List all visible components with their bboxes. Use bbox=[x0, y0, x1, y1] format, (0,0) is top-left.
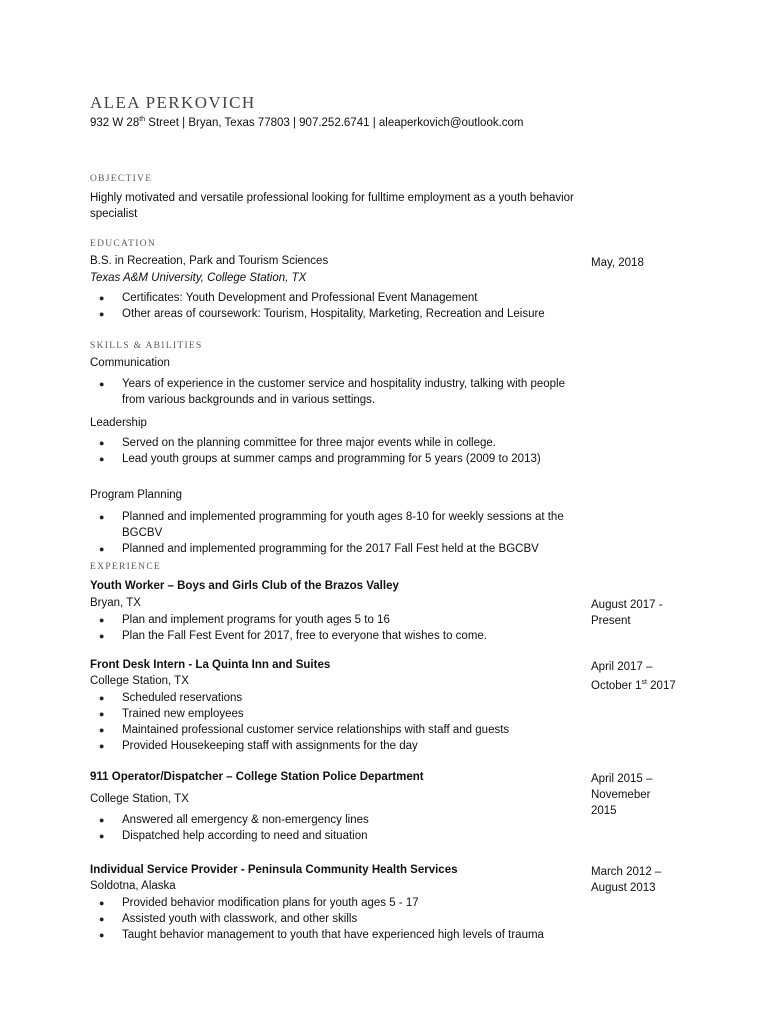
bullet-icon: ● bbox=[99, 725, 105, 735]
list-item: ● Lead youth groups at summer camps and programming for 5 years (2009 to 2013) bbox=[99, 453, 541, 465]
job-location: College Station, TX bbox=[90, 675, 189, 687]
list-item: ● Planned and implemented programming for the 2017 Fall Fest held at the BGCBV bbox=[99, 543, 539, 555]
list-item: ● Plan the Fall Fest Event for 2017, free to everyone that wishes to come. bbox=[99, 630, 487, 642]
bullet-icon: ● bbox=[99, 379, 105, 389]
degree: B.S. in Recreation, Park and Tourism Sciences bbox=[90, 255, 329, 267]
communication-bullets bbox=[90, 376, 582, 408]
bullet-icon: ● bbox=[99, 709, 105, 719]
bullet-icon: ● bbox=[99, 454, 105, 464]
list-item: ● Assisted youth with classwork, and other skills bbox=[99, 913, 358, 925]
program-planning-bullets bbox=[90, 509, 582, 557]
list-item: ● Taught behavior management to youth that have experienced high levels of trauma bbox=[99, 929, 544, 941]
list-item: ● Answered all emergency & non-emergency lines bbox=[99, 814, 369, 826]
bullet-icon: ● bbox=[99, 831, 105, 841]
leadership-bullets bbox=[90, 435, 582, 467]
job-location: Bryan, TX bbox=[90, 597, 141, 609]
bullet-icon: ● bbox=[99, 631, 105, 641]
job-bullets bbox=[90, 612, 582, 644]
list-item: ● Other areas of coursework: Tourism, Hospitality, Marketing, Recreation and Leisure bbox=[99, 308, 545, 320]
job-bullets bbox=[90, 895, 582, 943]
address-number: 932 W 28 bbox=[90, 116, 140, 129]
list-item: ● Plan and implement programs for youth ages 5 to 16 bbox=[99, 614, 390, 626]
job-location: College Station, TX bbox=[90, 793, 189, 805]
school: Texas A&M University, College Station, TX bbox=[90, 272, 307, 284]
job-date: April 2017 – October 1st 2017 bbox=[591, 661, 676, 692]
job-title: Front Desk Intern - La Quinta Inn and Suites bbox=[90, 659, 331, 671]
skills-heading: SKILLS & ABILITIES bbox=[90, 341, 203, 351]
bullet-icon: ● bbox=[99, 741, 105, 751]
education-bullets bbox=[90, 290, 582, 322]
job-date: April 2015 – Novemeber 2015 bbox=[591, 773, 653, 817]
job-bullets bbox=[90, 812, 582, 844]
education-heading: EDUCATION bbox=[90, 239, 157, 249]
list-item: ● Provided Housekeeping staff with assignments for the day bbox=[99, 740, 418, 752]
bullet-icon: ● bbox=[99, 815, 105, 825]
skill-title-program-planning: Program Planning bbox=[90, 489, 183, 501]
job-title: Youth Worker – Boys and Girls Club of the Brazos Valley bbox=[90, 580, 399, 592]
contact-details: Street | Bryan, Texas 77803 | 907.252.6741 | aleaperkovich@outlook.com bbox=[145, 116, 524, 129]
job-date: August 2017 - Present bbox=[591, 599, 663, 627]
bullet-icon: ● bbox=[99, 615, 105, 625]
bullet-icon: ● bbox=[99, 930, 105, 940]
bullet-icon: ● bbox=[99, 309, 105, 319]
list-item: ● Served on the planning committee for three major events while in college. bbox=[99, 437, 496, 449]
contact-line bbox=[90, 116, 524, 129]
job-title: 911 Operator/Dispatcher – College Station Police Department bbox=[90, 771, 424, 783]
education-date: May, 2018 bbox=[591, 257, 644, 269]
bullet-icon: ● bbox=[99, 914, 105, 924]
bullet-icon: ● bbox=[99, 544, 105, 554]
list-item: ● Dispatched help according to need and situation bbox=[99, 830, 368, 842]
skill-title-leadership: Leadership bbox=[90, 417, 147, 429]
list-item: ● Trained new employees bbox=[99, 708, 244, 720]
bullet-icon: ● bbox=[99, 898, 105, 908]
experience-heading: EXPERIENCE bbox=[90, 562, 162, 572]
bullet-icon: ● bbox=[99, 693, 105, 703]
job-title: Individual Service Provider - Peninsula Community Health Services bbox=[90, 864, 458, 876]
job-bullets bbox=[90, 690, 582, 754]
job-location: Soldotna, Alaska bbox=[90, 880, 176, 892]
objective-text: Highly motivated and versatile professional looking for fulltime employment as a youth behavior specialist bbox=[90, 192, 574, 220]
list-item: ● Years of experience in the customer service and hospitality industry, talking with people from various backgrounds and in various settings. bbox=[99, 378, 565, 406]
list-item: ● Planned and implemented programming for youth ages 8-10 for weekly sessions at the BGCBV bbox=[99, 511, 564, 539]
bullet-icon: ● bbox=[99, 512, 105, 522]
resume-name: ALEA PERKOVICH bbox=[90, 93, 256, 112]
list-item: ● Provided behavior modification plans for youth ages 5 - 17 bbox=[99, 897, 419, 909]
bullet-icon: ● bbox=[99, 438, 105, 448]
address-ordinal: th bbox=[139, 116, 146, 123]
job-date: March 2012 – August 2013 bbox=[591, 866, 662, 894]
bullet-icon: ● bbox=[99, 293, 105, 303]
skill-title-communication: Communication bbox=[90, 357, 170, 369]
objective-heading: OBJECTIVE bbox=[90, 174, 153, 184]
list-item: ● Certificates: Youth Development and Professional Event Management bbox=[99, 292, 478, 304]
list-item: ● Maintained professional customer service relationships with staff and guests bbox=[99, 724, 510, 736]
list-item: ● Scheduled reservations bbox=[99, 692, 243, 704]
